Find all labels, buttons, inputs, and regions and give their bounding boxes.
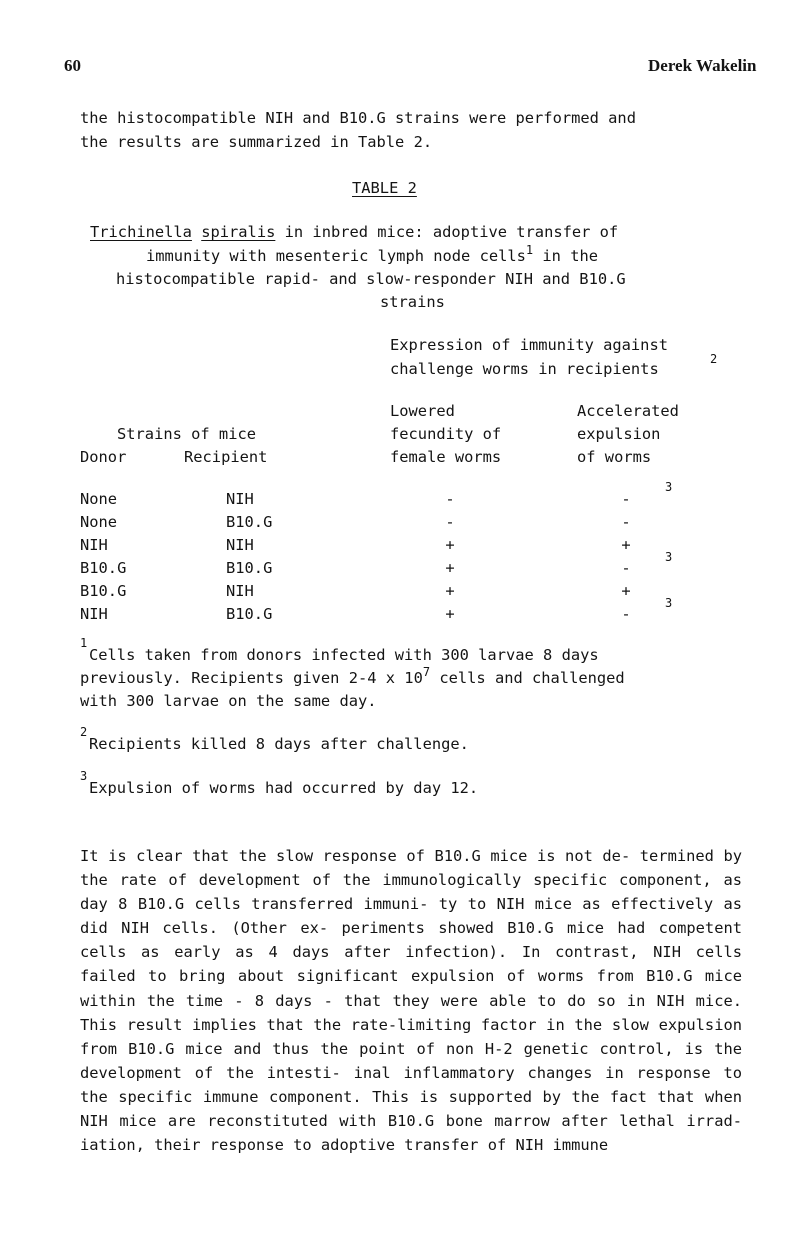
- footnote-2-mark: 2: [80, 725, 88, 739]
- donor-cell: B10.G: [80, 559, 127, 577]
- fecundity-cell: +: [445, 605, 455, 623]
- expulsion-header-line-3: of worms: [577, 448, 652, 466]
- fecundity-header-line-1: Lowered: [390, 402, 455, 420]
- recipient-cell: B10.G: [226, 559, 273, 577]
- intro-line-1: the histocompatible NIH and B10.G strains were performed and: [80, 109, 636, 127]
- footnote-1-mark: 1: [80, 636, 88, 650]
- caption-line2-end: in the: [533, 247, 599, 265]
- recipient-cell: B10.G: [226, 513, 273, 531]
- expression-header-sup: 2: [710, 352, 718, 366]
- running-head-author: Derek Wakelin: [648, 56, 757, 75]
- caption-line2-text: immunity with mesenteric lymph node cells: [146, 247, 526, 265]
- footnote-1-line-2-b: cells and challenged: [430, 669, 625, 687]
- recipient-header: Recipient: [184, 448, 268, 466]
- expression-header-line-2: challenge worms in recipients: [390, 360, 659, 378]
- expulsion-cell: +: [621, 582, 631, 600]
- footnote-2-text: Recipients killed 8 days after challenge.: [89, 735, 469, 753]
- fecundity-cell: -: [445, 490, 455, 508]
- expulsion-cell: -: [621, 559, 631, 577]
- expulsion-cell: -: [621, 490, 631, 508]
- fecundity-header-line-3: female worms: [390, 448, 502, 466]
- table-caption-line-2: [146, 243, 599, 266]
- caption-line1-rest: in inbred mice: adoptive transfer of: [275, 223, 619, 241]
- footnote-1-line-2-a: previously. Recipients given 2-4 x 10: [80, 669, 423, 687]
- expulsion-header-line-1: Accelerated: [577, 402, 679, 420]
- recipient-cell: NIH: [226, 490, 254, 508]
- donor-cell: NIH: [80, 605, 108, 623]
- footnote-1-line-1: Cells taken from donors infected with 300 larvae 8 days: [89, 646, 599, 664]
- expulsion-cell: -: [621, 513, 631, 531]
- fecundity-header-line-2: fecundity of: [390, 425, 502, 443]
- footnote-3-text: Expulsion of worms had occurred by day 12.: [89, 779, 479, 797]
- caption-species: spiralis: [201, 223, 276, 241]
- body-paragraph: It is clear that the slow response of B10.G mice is not de- termined by the rate of development of the immunologically specific component, as day 8 B10.G cells transferred immuni- ty to NIH mice as effectively as did NIH cells. (Other ex- periments showed B10.G mice had competent cells as early as 4 days after infection). In contrast, NIH cells failed to bring about significant expulsion of worms from B10.G mice within the time - 8 days - that they were able to do so in NIH mice. This result implies that the rate-limiting factor in the slow expulsion from B10.G mice and thus the point of non H-2 genetic control, is the development of the intesti- inal inflammatory changes in response to the specific immune component. This is supported by the fact that when NIH mice are reconstituted with B10.G bone marrow after lethal irrad- iation, their response to adoptive transfer of NIH immune: [80, 847, 742, 1155]
- expulsion-sup: 3: [665, 480, 673, 494]
- recipient-cell: NIH: [226, 536, 254, 554]
- table-caption-line-3: histocompatible rapid- and slow-responder NIH and B10.G: [116, 270, 626, 288]
- expulsion-cell: +: [621, 536, 631, 554]
- fecundity-cell: -: [445, 513, 455, 531]
- recipient-cell: NIH: [226, 582, 254, 600]
- footnote-1-line-2: [80, 665, 625, 688]
- intro-line-2: the results are summarized in Table 2.: [80, 133, 433, 151]
- expulsion-sup: 3: [665, 550, 673, 564]
- recipient-cell: B10.G: [226, 605, 273, 623]
- caption-line2-sup: 1: [525, 243, 534, 257]
- fecundity-cell: +: [445, 559, 455, 577]
- table-caption-line-1: [90, 222, 618, 242]
- page-number: 60: [64, 56, 81, 75]
- donor-cell: NIH: [80, 536, 108, 554]
- table-label: TABLE 2: [352, 179, 417, 197]
- donor-header: Donor: [80, 448, 127, 466]
- expulsion-cell: -: [621, 605, 631, 623]
- fecundity-cell: +: [445, 582, 455, 600]
- footnote-1-exponent: 7: [422, 665, 431, 679]
- footnote-1-line-3: with 300 larvae on the same day.: [80, 692, 377, 710]
- table-caption-line-4: strains: [380, 293, 445, 311]
- strains-header: Strains of mice: [117, 425, 256, 443]
- expulsion-header-line-2: expulsion: [577, 425, 661, 443]
- donor-cell: None: [80, 513, 118, 531]
- donor-cell: B10.G: [80, 582, 127, 600]
- caption-genus: Trichinella: [90, 223, 192, 241]
- fecundity-cell: +: [445, 536, 455, 554]
- footnote-3-mark: 3: [80, 769, 88, 783]
- donor-cell: None: [80, 490, 118, 508]
- expression-header-line-1: Expression of immunity against: [390, 336, 668, 354]
- expulsion-sup: 3: [665, 596, 673, 610]
